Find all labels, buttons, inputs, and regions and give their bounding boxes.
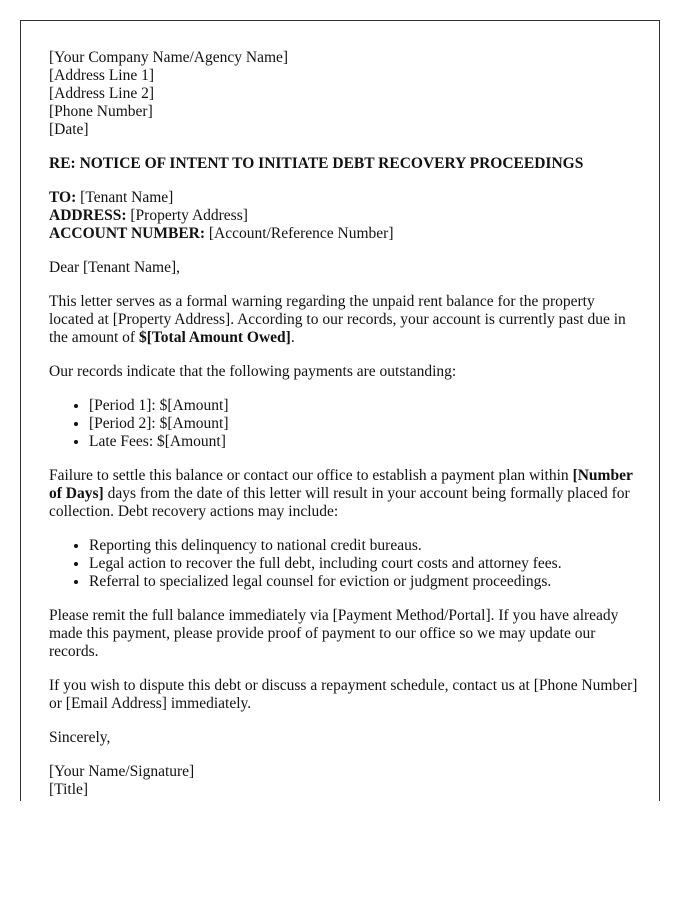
address-value: [Property Address] bbox=[126, 207, 248, 224]
recovery-actions-list bbox=[49, 537, 639, 591]
subject-line: RE: NOTICE OF INTENT TO INITIATE DEBT RECOVERY PROCEEDINGS bbox=[49, 155, 584, 172]
recipient-account bbox=[49, 225, 639, 243]
salutation: Dear [Tenant Name], bbox=[49, 259, 181, 276]
para1-text: This letter serves as a formal warning regarding the unpaid rent balance for the property located at [Property Address]. According to our records, your account is currently past due in the amount of bbox=[49, 293, 626, 346]
outstanding-payments-list bbox=[49, 397, 639, 451]
paragraph-collection-warning bbox=[49, 467, 639, 521]
to-value: [Tenant Name] bbox=[76, 189, 174, 206]
list-item: • [Period 1]: $[Amount] bbox=[89, 397, 639, 415]
para3-end: days from the date of this letter will result in your account being formally placed for collection. Debt recovery actions may include: bbox=[49, 485, 630, 520]
number-of-days: [Number of Days] bbox=[49, 467, 633, 502]
recipient-to bbox=[49, 189, 639, 207]
list-item: • Referral to specialized legal counsel for eviction or judgment proceedings. bbox=[89, 573, 639, 591]
paragraph-outstanding-intro: Our records indicate that the following payments are outstanding: bbox=[49, 363, 457, 380]
account-value: [Account/Reference Number] bbox=[205, 225, 394, 242]
para1-end: . bbox=[290, 329, 295, 346]
account-label: ACCOUNT NUMBER: bbox=[49, 225, 206, 242]
list-item: • Reporting this delinquency to national credit bureaus. bbox=[89, 537, 639, 555]
letter-date: [Date] bbox=[49, 121, 89, 138]
para3-start: Failure to settle this balance or contact our office to establish a payment plan within bbox=[49, 467, 573, 484]
list-item: • Legal action to recover the full debt, including court costs and attorney fees. bbox=[89, 555, 639, 573]
to-label: TO: bbox=[49, 189, 77, 206]
recipient-address bbox=[49, 207, 639, 225]
signature-title: [Title] bbox=[49, 781, 89, 798]
sender-address-line-1: [Address Line 1] bbox=[49, 67, 155, 84]
sender-phone: [Phone Number] bbox=[49, 103, 153, 120]
letter-content bbox=[49, 49, 639, 801]
address-label: ADDRESS: bbox=[49, 207, 127, 224]
closing: Sincerely, bbox=[49, 729, 111, 746]
list-item: • Late Fees: $[Amount] bbox=[89, 433, 639, 451]
sender-company: [Your Company Name/Agency Name] bbox=[49, 49, 289, 66]
sender-block bbox=[49, 49, 639, 139]
signature-name: [Your Name/Signature] bbox=[49, 763, 195, 780]
recipient-block bbox=[49, 189, 639, 243]
list-item: • [Period 2]: $[Amount] bbox=[89, 415, 639, 433]
total-amount-owed: $[Total Amount Owed] bbox=[138, 329, 291, 346]
sender-address-line-2: [Address Line 2] bbox=[49, 85, 155, 102]
paragraph-balance bbox=[49, 293, 639, 347]
letter-page bbox=[20, 20, 660, 801]
paragraph-dispute: If you wish to dispute this debt or discuss a repayment schedule, contact us at [Phone Number] or [Email Address] immediately. bbox=[49, 677, 638, 712]
signature-block bbox=[49, 763, 639, 799]
paragraph-remit: Please remit the full balance immediately via [Payment Method/Portal]. If you have already made this payment, please provide proof of payment to our office so we may update our records. bbox=[49, 607, 619, 660]
